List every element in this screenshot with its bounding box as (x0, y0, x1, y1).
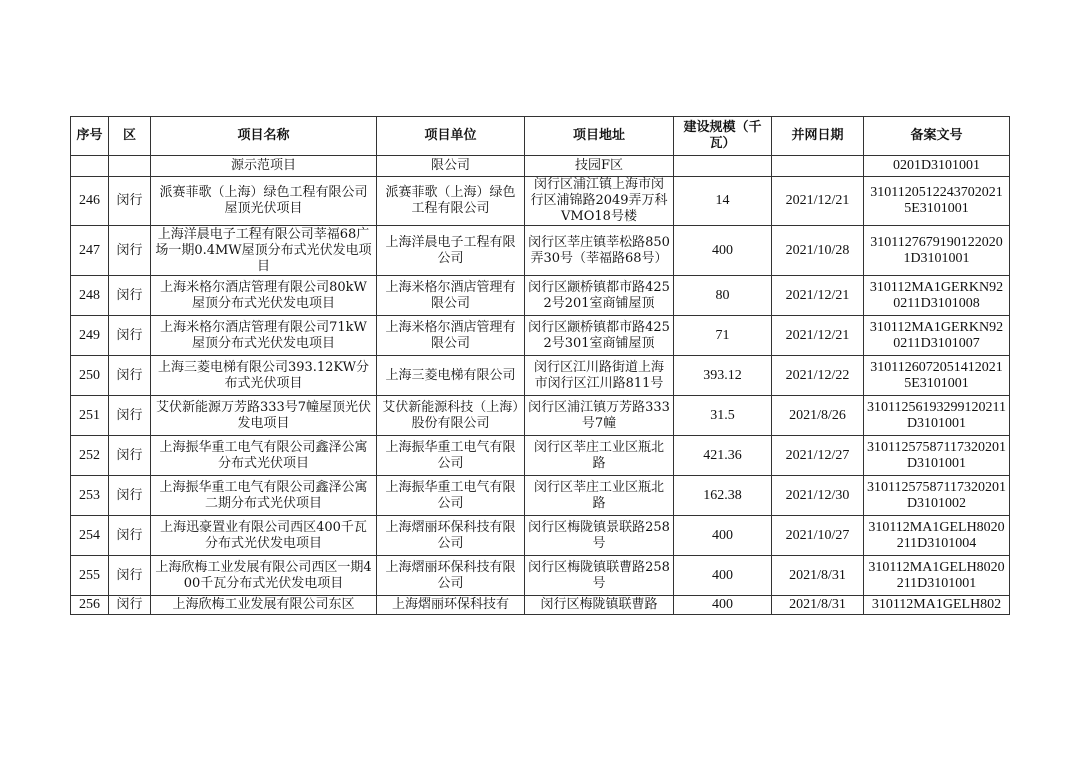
header-record-no: 备案文号 (864, 117, 1010, 156)
cell-district: 闵行 (109, 226, 151, 276)
cell-grid-date: 2021/12/21 (772, 177, 864, 226)
cell-seq: 254 (71, 516, 109, 556)
cell-grid-date: 2021/12/21 (772, 316, 864, 356)
cell-seq: 248 (71, 276, 109, 316)
cell-name: 上海洋晨电子工程有限公司莘福68广场一期0.4MW屋顶分布式光伏发电项目 (151, 226, 377, 276)
header-grid-date: 并网日期 (772, 117, 864, 156)
cell-seq (71, 156, 109, 177)
table-row (71, 556, 1010, 596)
cell-grid-date: 2021/10/27 (772, 516, 864, 556)
cell-scale: 400 (674, 596, 772, 615)
cell-grid-date: 2021/8/31 (772, 556, 864, 596)
cell-record-no: 31011256193299120211D3101001 (864, 396, 1010, 436)
cell-address: 闵行区莘庄镇莘松路850弄30号（莘福路68号） (525, 226, 674, 276)
cell-address: 闵行区颛桥镇都市路4252号301室商铺屋顶 (525, 316, 674, 356)
cell-grid-date (772, 156, 864, 177)
cell-name: 上海振华重工电气有限公司鑫泽公寓二期分布式光伏项目 (151, 476, 377, 516)
cell-seq: 253 (71, 476, 109, 516)
cell-name: 源示范项目 (151, 156, 377, 177)
cell-scale: 400 (674, 226, 772, 276)
cell-seq: 256 (71, 596, 109, 615)
cell-name: 派赛菲歌（上海）绿色工程有限公司屋顶光伏项目 (151, 177, 377, 226)
cell-unit: 限公司 (377, 156, 525, 177)
cell-scale: 31.5 (674, 396, 772, 436)
table-row (71, 316, 1010, 356)
cell-scale: 162.38 (674, 476, 772, 516)
cell-seq: 250 (71, 356, 109, 396)
table-row (71, 476, 1010, 516)
cell-record-no: 31011205122437020215E3101001 (864, 177, 1010, 226)
header-name: 项目名称 (151, 117, 377, 156)
cell-scale: 400 (674, 516, 772, 556)
cell-record-no: 0201D3101001 (864, 156, 1010, 177)
cell-address: 闵行区浦江镇上海市闵行区浦锦路2049弄万科VMO18号楼 (525, 177, 674, 226)
header-seq: 序号 (71, 117, 109, 156)
table-row (71, 226, 1010, 276)
cell-unit: 艾伏新能源科技（上海）股份有限公司 (377, 396, 525, 436)
cell-record-no: 310112MA1GELH8020211D3101004 (864, 516, 1010, 556)
cell-unit: 上海熠丽环保科技有限公司 (377, 516, 525, 556)
table-row (71, 356, 1010, 396)
cell-address: 闵行区江川路街道上海市闵行区江川路811号 (525, 356, 674, 396)
cell-name: 上海三菱电梯有限公司393.12KW分布式光伏项目 (151, 356, 377, 396)
cell-seq: 246 (71, 177, 109, 226)
cell-grid-date: 2021/10/28 (772, 226, 864, 276)
cell-scale: 71 (674, 316, 772, 356)
cell-record-no: 310112MA1GELH8020211D3101001 (864, 556, 1010, 596)
cell-unit: 上海洋晨电子工程有限公司 (377, 226, 525, 276)
cell-seq: 249 (71, 316, 109, 356)
cell-name: 上海欣梅工业发展有限公司东区 (151, 596, 377, 615)
cell-district: 闵行 (109, 316, 151, 356)
project-table (70, 116, 1010, 615)
cell-unit: 上海米格尔酒店管理有限公司 (377, 316, 525, 356)
cell-record-no: 310112MA1GERKN920211D3101007 (864, 316, 1010, 356)
table-row (71, 276, 1010, 316)
header-scale: 建设规模（千瓦） (674, 117, 772, 156)
cell-unit: 上海熠丽环保科技有 (377, 596, 525, 615)
cell-address: 闵行区莘庄工业区瓶北路 (525, 476, 674, 516)
cell-scale: 80 (674, 276, 772, 316)
cell-address: 技园F区 (525, 156, 674, 177)
cell-grid-date: 2021/12/27 (772, 436, 864, 476)
cell-name: 上海米格尔酒店管理有限公司71kW屋顶分布式光伏发电项目 (151, 316, 377, 356)
cell-grid-date: 2021/8/26 (772, 396, 864, 436)
table-header-row (71, 117, 1010, 156)
table-row (71, 596, 1010, 615)
cell-record-no: 31011260720514120215E3101001 (864, 356, 1010, 396)
cell-district: 闵行 (109, 177, 151, 226)
table-row (71, 516, 1010, 556)
cell-name: 上海欣梅工业发展有限公司西区一期400千瓦分布式光伏发电项目 (151, 556, 377, 596)
cell-unit: 上海米格尔酒店管理有限公司 (377, 276, 525, 316)
cell-district: 闵行 (109, 436, 151, 476)
cell-address: 闵行区颛桥镇都市路4252号201室商铺屋顶 (525, 276, 674, 316)
cell-record-no: 31011257587117320201D3101001 (864, 436, 1010, 476)
header-unit: 项目单位 (377, 117, 525, 156)
cell-address: 闵行区浦江镇万芳路333号7幢 (525, 396, 674, 436)
cell-district: 闵行 (109, 476, 151, 516)
cell-unit: 上海三菱电梯有限公司 (377, 356, 525, 396)
cell-district: 闵行 (109, 556, 151, 596)
cell-address: 闵行区梅陇镇景联路258号 (525, 516, 674, 556)
cell-address: 闵行区梅陇镇联曹路258号 (525, 556, 674, 596)
header-address: 项目地址 (525, 117, 674, 156)
cell-district (109, 156, 151, 177)
table-row (71, 396, 1010, 436)
cell-name: 上海米格尔酒店管理有限公司80kW屋顶分布式光伏发电项目 (151, 276, 377, 316)
cell-district: 闵行 (109, 516, 151, 556)
cell-scale (674, 156, 772, 177)
cell-unit: 上海振华重工电气有限公司 (377, 476, 525, 516)
cell-grid-date: 2021/12/30 (772, 476, 864, 516)
cell-address: 闵行区莘庄工业区瓶北路 (525, 436, 674, 476)
table-row (71, 177, 1010, 226)
cell-district: 闵行 (109, 396, 151, 436)
cell-scale: 421.36 (674, 436, 772, 476)
cell-unit: 派赛菲歌（上海）绿色工程有限公司 (377, 177, 525, 226)
cell-district: 闵行 (109, 276, 151, 316)
cell-scale: 393.12 (674, 356, 772, 396)
table-body (71, 156, 1010, 615)
cell-grid-date: 2021/12/22 (772, 356, 864, 396)
cell-unit: 上海振华重工电气有限公司 (377, 436, 525, 476)
cell-district: 闵行 (109, 356, 151, 396)
cell-seq: 247 (71, 226, 109, 276)
cell-district: 闵行 (109, 596, 151, 615)
cell-unit: 上海熠丽环保科技有限公司 (377, 556, 525, 596)
table-row-continued (71, 156, 1010, 177)
cell-seq: 252 (71, 436, 109, 476)
header-district: 区 (109, 117, 151, 156)
cell-grid-date: 2021/12/21 (772, 276, 864, 316)
cell-name: 艾伏新能源万芳路333号7幢屋顶光伏发电项目 (151, 396, 377, 436)
cell-address: 闵行区梅陇镇联曹路 (525, 596, 674, 615)
table-row (71, 436, 1010, 476)
cell-seq: 251 (71, 396, 109, 436)
cell-seq: 255 (71, 556, 109, 596)
cell-record-no: 31011276791901220201D3101001 (864, 226, 1010, 276)
cell-record-no: 31011257587117320201D3101002 (864, 476, 1010, 516)
cell-name: 上海振华重工电气有限公司鑫泽公寓分布式光伏项目 (151, 436, 377, 476)
cell-grid-date: 2021/8/31 (772, 596, 864, 615)
cell-record-no: 310112MA1GELH802 (864, 596, 1010, 615)
cell-name: 上海迅豪置业有限公司西区400千瓦分布式光伏发电项目 (151, 516, 377, 556)
cell-scale: 14 (674, 177, 772, 226)
cell-scale: 400 (674, 556, 772, 596)
cell-record-no: 310112MA1GERKN920211D3101008 (864, 276, 1010, 316)
